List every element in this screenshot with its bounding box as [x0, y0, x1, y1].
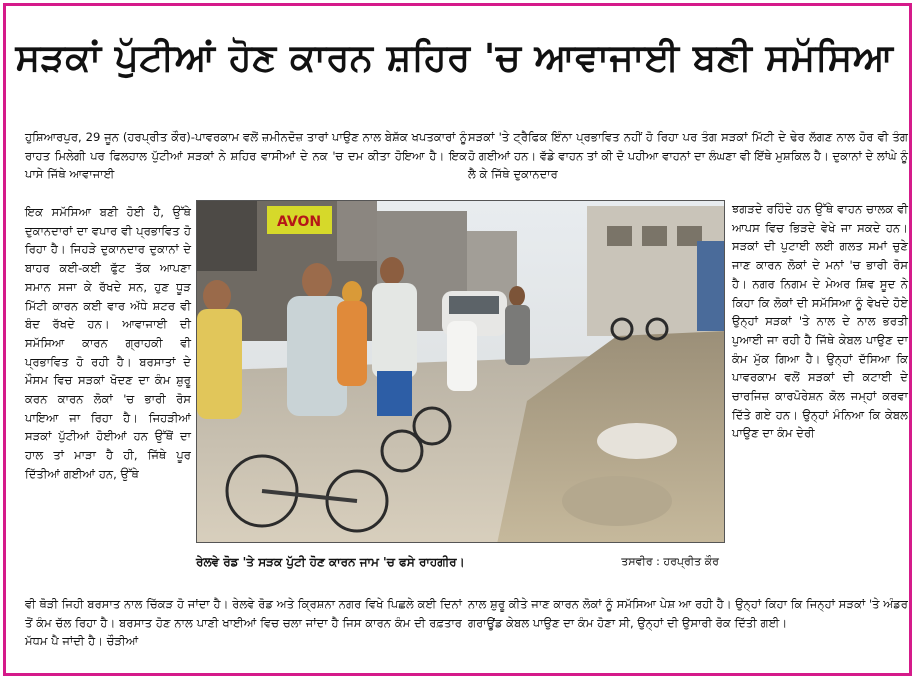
- article-paragraph: ਸੜਕਾਂ 'ਤੇ ਟ੍ਰੈਫਿਕ ਇੰਨਾ ਪ੍ਰਭਾਵਿਤ ਨਹੀਂ ਹੋ ਰਿਹਾ ਪਰ ਤੰਗ ਸੜਕਾਂ ਮਿੱਟੀ ਦੇ ਢੇਰ ਲੱਗਣ ਨਾਲ ਹੋਰ ਵੀ ਤੰਗ ਹੋ ਗਈਆਂ ਹਨ। ਵੱਡੇ ਵਾਹਨ ਤਾਂ ਕੀ ਦੋ ਪਹੀਆ ਵਾਹਨਾਂ ਦਾ ਲੰਘਣਾ ਵੀ ਇੱਥੇ ਮੁਸ਼ਕਿਲ ਹੈ। ਦੁਕਾਨਾਂ ਦੇ ਲਾਂਘੇ ਨੂੰ ਲੈ ਕੇ ਜਿੱਥੇ ਦੁਕਾਨਦਾਰ: [468, 130, 908, 182]
- shop-sign: AVON: [277, 214, 322, 230]
- article-column-left-top: [25, 128, 467, 184]
- article-paragraph: ਇਕ ਸਮੱਸਿਆ ਬਣੀ ਹੋਈ ਹੈ, ਉੱਥੇ ਦੁਕਾਨਦਾਰਾਂ ਦਾ ਵਪਾਰ ਵੀ ਪ੍ਰਭਾਵਿਤ ਹੋ ਰਿਹਾ ਹੈ। ਜਿਹੜੇ ਦੁਕਾਨਦਾਰ ਦੁਕਾਨਾਂ ਦੇ ਬਾਹਰ ਕਈ-ਕਈ ਫੁੱਟ ਤੱਕ ਆਪਣਾ ਸਮਾਨ ਸਜਾ ਕੇ ਰੱਖਦੇ ਸਨ, ਹੁਣ ਧੂੜ ਮਿੱਟੀ ਕਾਰਨ ਕਈ ਵਾਰ ਅੱਧੇ ਸ਼ਟਰ ਵੀ ਬੰਦ ਰੱਖਦੇ ਹਨ। ਆਵਾਜਾਈ ਦੀ ਸਮੱਸਿਆ ਕਾਰਨ ਗ੍ਰਾਹਕੀ ਵੀ ਪ੍ਰਭਾਵਿਤ ਹੋ ਰਹੀ ਹੈ। ਬਰਸਾਤਾਂ ਦੇ ਮੌਸਮ ਵਿਚ ਸੜਕਾਂ ਖੋਦਣ ਦਾ ਕੰਮ ਸ਼ੁਰੂ ਕਰਨ ਕਾਰਨ ਲੋਕਾਂ 'ਚ ਭਾਰੀ ਰੋਸ ਪਾਇਆ ਜਾ ਰਿਹਾ ਹੈ। ਜਿਹੜੀਆਂ ਸੜਕਾਂ ਪੁੱਟੀਆਂ ਹੋਈਆਂ ਹਨ ਉੱਥੋਂ ਦਾ ਹਾਲ ਤਾਂ ਮਾੜਾ ਹੈ ਹੀ, ਜਿੱਥੇ ਪੂਰ ਦਿੱਤੀਆਂ ਗਈਆਂ ਹਨ, ਉੱਥੇ: [25, 205, 191, 481]
- article-paragraph: ਨਾਲ ਸ਼ੁਰੂ ਕੀਤੇ ਜਾਣ ਕਾਰਨ ਲੋਕਾਂ ਨੂੰ ਸਮੱਸਿਆ ਪੇਸ਼ ਆ ਰਹੀ ਹੈ। ਉਨ੍ਹਾਂ ਕਿਹਾ ਕਿ ਜਿਨ੍ਹਾਂ ਸੜਕਾਂ 'ਤੇ ਅੰਡਰ ਗਰਾਊਂਡ ਕੇਬਲ ਪਾਉਣ ਦਾ ਕੰਮ ਹੋਣਾ ਸੀ, ਉਨ੍ਹਾਂ ਦੀ ਉਸਾਰੀ ਰੋਕ ਦਿੱਤੀ ਗਈ।: [468, 597, 908, 630]
- photo-credit: ਤਸਵੀਰ : ਹਰਪ੍ਰੀਤ ਕੌਰ: [621, 555, 719, 568]
- article-column-bottom-right: [468, 595, 908, 632]
- photo-caption: [196, 552, 725, 572]
- caption-text: ਰੇਲਵੇ ਰੋਡ 'ਤੇ ਸੜਕ ਪੁੱਟੀ ਹੋਣ ਕਾਰਨ ਜਾਮ 'ਚ ਫਸੇ ਰਾਹਗੀਰ।: [196, 555, 465, 569]
- street-photo: [196, 200, 725, 543]
- article-column-right-narrow: [732, 200, 908, 443]
- article-paragraph: ਹੁਸ਼ਿਆਰਪੁਰ, 29 ਜੂਨ (ਹਰਪ੍ਰੀਤ ਕੌਰ)-ਪਾਵਰਕਾਮ ਵਲੋਂ ਜ਼ਮੀਨਦੋਜ਼ ਤਾਰਾਂ ਪਾਉਣ ਨਾਲ ਬੇਸ਼ੱਕ ਖਪਤਕਾਰਾਂ ਨੂੰ ਰਾਹਤ ਮਿਲੇਗੀ ਪਰ ਫਿਲਹਾਲ ਪੁੱਟੀਆਂ ਸੜਕਾਂ ਨੇ ਸ਼ਹਿਰ ਵਾਸੀਆਂ ਦੇ ਨਕ 'ਚ ਦਮ ਕੀਤਾ ਹੋਇਆ ਹੈ। ਇਕ ਪਾਸੇ ਜਿੱਥੇ ਆਵਾਜਾਈ: [25, 130, 467, 182]
- headline: ਸੜਕਾਂ ਪੁੱਟੀਆਂ ਹੋਣ ਕਾਰਨ ਸ਼ਹਿਰ 'ਚ ਆਵਾਜਾਈ ਬਣੀ ਸਮੱਸਿਆ: [15, 36, 894, 79]
- article-column-bottom-left: [25, 595, 462, 651]
- article-paragraph: ਵੀ ਥੋੜੀ ਜਿਹੀ ਬਰਸਾਤ ਨਾਲ ਚਿੱਕੜ ਹੋ ਜਾਂਦਾ ਹੈ। ਰੇਲਵੇ ਰੋਡ ਅਤੇ ਕ੍ਰਿਸ਼ਨਾ ਨਗਰ ਵਿਖੇ ਪਿਛਲੇ ਕਈ ਦਿਨਾਂ ਤੋਂ ਕੰਮ ਚੱਲ ਰਿਹਾ ਹੈ। ਬਰਸਾਤ ਹੋਣ ਨਾਲ ਪਾਣੀ ਖਾਈਆਂ ਵਿਚ ਚਲਾ ਜਾਂਦਾ ਹੈ ਜਿਸ ਕਾਰਨ ਕੰਮ ਦੀ ਰਫ਼ਤਾਰ ਮੱਧਮ ਪੈ ਜਾਂਦੀ ਹੈ। ਚੌੜੀਆਂ: [25, 597, 462, 649]
- article-column-left-narrow: [25, 203, 191, 484]
- article-paragraph: ਝਗੜਦੇ ਰਹਿੰਦੇ ਹਨ ਉੱਥੇ ਵਾਹਨ ਚਾਲਕ ਵੀ ਆਪਸ ਵਿਚ ਭਿੜਦੇ ਵੇਖੇ ਜਾ ਸਕਦੇ ਹਨ। ਸੜਕਾਂ ਦੀ ਪੁਟਾਈ ਲਈ ਗਲਤ ਸਮਾਂ ਚੁਣੇ ਜਾਣ ਕਾਰਨ ਲੋਕਾਂ ਦੇ ਮਨਾਂ 'ਚ ਭਾਰੀ ਰੋਸ ਹੈ। ਨਗਰ ਨਿਗਮ ਦੇ ਮੇਅਰ ਸ਼ਿਵ ਸੂਦ ਨੇ ਕਿਹਾ ਕਿ ਲੋਕਾਂ ਦੀ ਸਮੱਸਿਆ ਨੂੰ ਵੇਖਦੇ ਹੋਏ ਉਨ੍ਹਾਂ ਸੜਕਾਂ 'ਤੇ ਨਾਲ ਦੇ ਨਾਲ ਭਰਤੀ ਪੁਆਈ ਜਾ ਰਹੀ ਹੈ ਜਿੱਥੇ ਕੇਬਲ ਪਾਉਣ ਦਾ ਕੰਮ ਮੁੱਕ ਗਿਆ ਹੈ। ਉਨ੍ਹਾਂ ਦੱਸਿਆ ਕਿ ਪਾਵਰਕਾਮ ਵਲੋਂ ਸੜਕਾਂ ਦੀ ਕਟਾਈ ਦੇ ਚਾਰਜਿਜ਼ ਕਾਰਪੋਰੇਸ਼ਨ ਕੋਲ ਜਮ੍ਹਾਂ ਕਰਵਾ ਦਿੱਤੇ ਗਏ ਹਨ। ਉਨ੍ਹਾਂ ਮੰਨਿਆ ਕਿ ਕੇਬਲ ਪਾਉਣ ਦਾ ਕੰਮ ਦੇਰੀ: [732, 202, 908, 441]
- article-column-right-top: [468, 128, 908, 184]
